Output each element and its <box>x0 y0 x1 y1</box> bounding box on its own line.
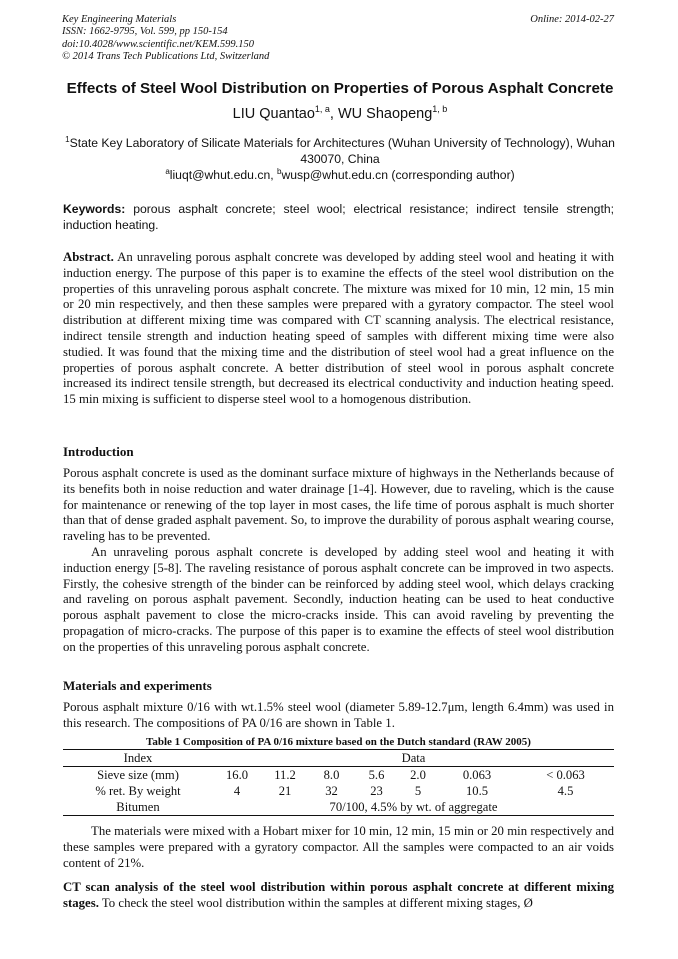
materials-body-continued <box>63 824 614 871</box>
table-cell: 11.2 <box>261 767 309 784</box>
doi-line[interactable]: doi:10.4028/www.scientific.net/KEM.599.150 <box>62 38 254 50</box>
composition-table <box>63 749 614 816</box>
row-label: % ret. By weight <box>95 783 181 798</box>
paragraph: Porous asphalt concrete is used as the dominant surface mixture of highways in the Netherlands because of its benefits both in noise reduction and water drainage [1-4]. However, due to raveling, which is the cause for maintenance or renewing of the top layer in most cases, the life time of porous asphalt is much shorter than that of dense graded asphalt pavement. So, to improve the durability of porous asphalt wearing course, raveling has to be prevented. <box>63 466 614 544</box>
online-date: Online: 2014-02-27 <box>530 14 614 25</box>
table-row <box>63 783 614 799</box>
email-superscript: b <box>277 167 282 176</box>
paper-title: Effects of Steel Wool Distribution on Properties of Porous Asphalt Concrete <box>66 80 614 97</box>
table-cell: 32 <box>325 783 338 798</box>
table-cell: 70/100, 4.5% by wt. of aggregate <box>213 799 614 816</box>
row-label: Sieve size (mm) <box>63 767 213 784</box>
introduction-body <box>63 466 614 656</box>
table-cell: 21 <box>278 783 292 798</box>
table-cell: 0.063 <box>437 767 517 784</box>
author-list <box>40 104 640 122</box>
section-heading-introduction: Introduction <box>63 444 134 459</box>
table-cell: 16.0 <box>213 767 261 784</box>
table-cell: 4 <box>233 783 241 798</box>
ct-section-text: To check the steel wool distribution within the samples at different mixing stages, Ø <box>98 895 533 910</box>
paragraph: Porous asphalt mixture 0/16 with wt.1.5% steel wool (diameter 5.89-12.7μm, length 6.4mm) was used in this research. The compositions of PA 0/16 are shown in Table 1. <box>63 700 614 730</box>
table-caption: Table 1 Composition of PA 0/16 mixture based on the Dutch standard (RAW 2005) <box>146 736 531 748</box>
author-name: LIU Quantao <box>232 105 315 122</box>
row-label: Bitumen <box>63 799 213 816</box>
copyright-line: © 2014 Trans Tech Publications Ltd, Switzerland <box>62 51 270 63</box>
paragraph: An unraveling porous asphalt concrete is developed by adding steel wool and heating it with induction energy [5-8]. The raveling resistance of porous asphalt concrete can be improved in two aspects. Firstly, the cohesive strength of the binder can be reinforced by adding steel wool, which delays cracking and raveling on porous asphalt pavement. Secondly, induction heating can be used to heat conductive porous asphalt pavement to close the micro-cracks inside. This can avoid raveling by preventing the propagation of micro-cracks. The purpose of this paper is to examine the effects of steel wool distribution on the properties of this unraveling porous asphalt concrete. <box>63 544 614 654</box>
issn-line: ISSN: 1662-9795, Vol. 599, pp 150-154 <box>62 26 228 38</box>
affiliation-superscript: 1 <box>65 135 70 144</box>
table-row <box>63 767 614 784</box>
table-header-cell: Index <box>63 750 213 767</box>
author-emails: $^a$liuqt@whut.edu.cn, $^b$wusp@whut.edu.cn (corresponding author) <box>165 167 515 183</box>
keywords <box>63 202 614 233</box>
table-row <box>63 799 614 816</box>
author-name: WU Shaopeng <box>337 105 433 122</box>
table-cell: 8.0 <box>309 767 354 784</box>
table-1 <box>63 736 614 816</box>
ct-section <box>63 880 614 912</box>
table-cell: 4.5 <box>557 783 574 798</box>
section-heading-materials: Materials and experiments <box>63 678 212 693</box>
email-superscript: a <box>165 167 170 176</box>
affiliation <box>60 132 620 167</box>
table-cell: 10.5 <box>465 783 489 798</box>
table-header-row <box>63 750 614 767</box>
email-link[interactable]: liuqt@whut.edu.cn <box>169 168 271 183</box>
abstract <box>63 250 614 408</box>
table-cell: 5.6 <box>354 767 399 784</box>
abstract-label: Abstract. <box>63 250 114 264</box>
email-link[interactable]: wusp@whut.edu.cn (corresponding author) <box>281 168 515 183</box>
author-superscript: 1, b <box>432 104 448 114</box>
journal-header <box>62 14 269 64</box>
author-superscript: 1, a <box>314 104 330 114</box>
table-cell: 2.0 <box>399 767 437 784</box>
table-header-cell: Data <box>213 750 614 767</box>
section-heading-ct: CT scan analysis of the steel wool distribution within porous asphalt concrete at different mixing stages. <box>63 880 614 910</box>
journal-name: Key Engineering Materials <box>62 14 177 25</box>
table-cell: < 0.063 <box>517 767 614 784</box>
abstract-text: An unraveling porous asphalt concrete was developed by adding steel wool and heating it with induction energy. The purpose of this paper is to examine the effects of the steel wool distribution on the properties of this unraveling porous asphalt concrete. The mixture was mixed for 10 min, 12 min, 15 min or 20 min respectively, and then these samples were prepared with a gyratory compactor. The steel wool distribution at different mixing time was compared with CT scanning analysis. The electrical resistance, indirect tensile strength and induction heating speed of samples with different mixing time were also studied. It was found that the mixing time and the distribution of steel wool had a great influence on the properties of porous asphalt concrete. A better distribution of steel wool in porous asphalt concrete increased its indirect tensile strength, but decreased its electrical conductivity and induction heating speed. 15 min mixing is sufficient to disperse steel wool to a homogenous distribution. <box>63 250 614 407</box>
paragraph: The materials were mixed with a Hobart mixer for 10 min, 12 min, 15 min or 20 min respectively and these samples were prepared with a gyratory compactor. All the samples were compacted to an air voids content of 21%. <box>63 824 614 870</box>
keywords-label: Keywords: <box>63 202 126 216</box>
keywords-text: porous asphalt concrete; steel wool; electrical resistance; indirect tensile strength; induction heating. <box>63 202 614 232</box>
affiliation-text: State Key Laboratory of Silicate Materials for Architectures (Wuhan University of Technology), Wuhan 430070, China <box>69 136 615 167</box>
materials-body <box>63 700 614 732</box>
author-separator: , <box>329 105 338 122</box>
table-cell: 5 <box>414 783 422 798</box>
paragraph <box>63 880 614 912</box>
table-cell: 23 <box>370 783 383 798</box>
